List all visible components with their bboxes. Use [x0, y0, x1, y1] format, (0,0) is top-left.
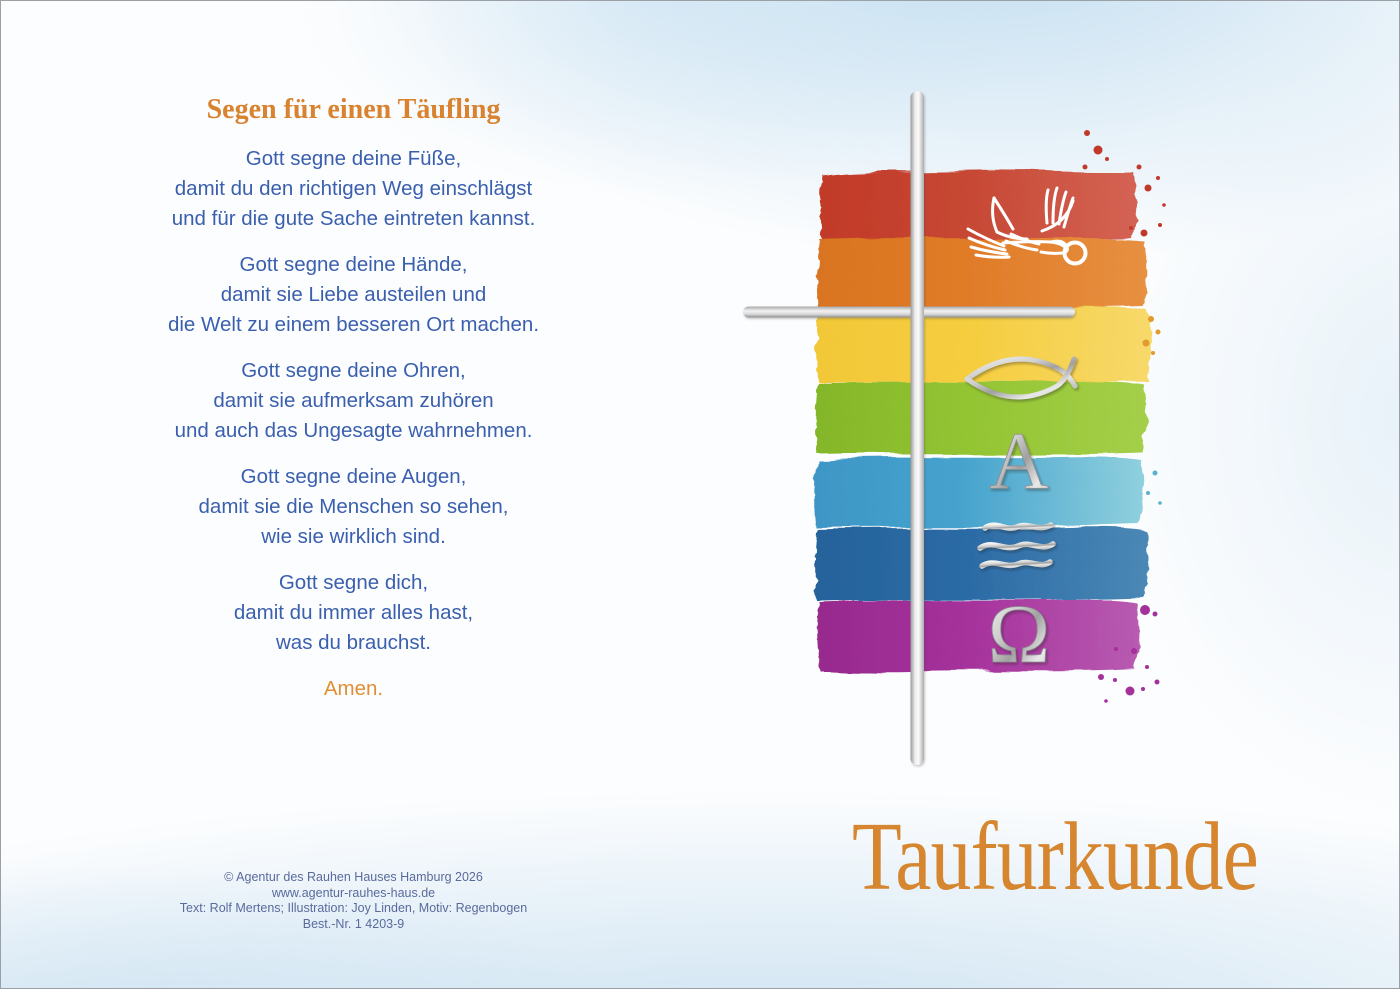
- rainbow-stripes: [814, 170, 1151, 672]
- right-page: [706, 1, 1400, 989]
- imprint-line: www.agentur-rauhes-haus.de: [271, 885, 436, 900]
- stripe-red: [820, 170, 1137, 240]
- poem-line: und für die gute Sache eintreten kannst.: [171, 207, 536, 230]
- imprint-line: Text: Rolf Mertens; Illustration: Joy Linden, Motiv: Regenbogen: [179, 901, 528, 916]
- poem-line: Gott segne deine Augen,: [240, 465, 467, 488]
- poem-line: damit sie Liebe austeilen und: [220, 283, 487, 306]
- poem-stanza: [41, 356, 666, 446]
- poem-line: damit du immer alles hast,: [233, 601, 474, 624]
- poem-line: die Welt zu einem besseren Ort machen.: [167, 313, 540, 336]
- poem-line: Gott segne deine Ohren,: [241, 359, 466, 382]
- imprint-line: Best.-Nr. 1 4203-9: [302, 916, 405, 931]
- left-page: [1, 1, 706, 989]
- stripe-purple: [817, 600, 1139, 673]
- omega-symbol: Ω: [987, 588, 1051, 681]
- amen-line: Amen.: [323, 677, 384, 700]
- imprint-line: © Agentur des Rauhen Hauses Hamburg 2026: [224, 870, 483, 884]
- cross-horizontal-bar: [743, 307, 1075, 318]
- stripe-lightblue: [814, 457, 1143, 528]
- poem-line: Gott segne deine Hände,: [239, 253, 468, 276]
- poem-stanza: [41, 144, 666, 234]
- poem-line: damit du den richtigen Weg einschlägst: [174, 177, 533, 200]
- certificate-title: Taufurkunde: [852, 803, 1258, 910]
- poem-line: was du brauchst.: [276, 631, 431, 654]
- alpha-symbol: A: [989, 415, 1049, 506]
- poem-line: Gott segne dich,: [278, 571, 429, 594]
- imprint: [61, 870, 646, 932]
- stripe-green: [816, 381, 1147, 455]
- poem-line: und auch das Ungesagte wahrnehmen.: [174, 419, 533, 442]
- poem-stanza: [41, 568, 666, 658]
- poem-line: damit sie die Menschen so sehen,: [198, 495, 509, 518]
- poem-stanza: [41, 462, 666, 552]
- poem-stanza: [41, 250, 666, 340]
- cross-vertical-bar: [911, 91, 925, 765]
- blessing-poem: [41, 144, 666, 704]
- poem-line: Gott segne deine Füße,: [245, 147, 462, 170]
- page-title: Segen für einen Täufling: [206, 94, 501, 125]
- poem-line: wie sie wirklich sind.: [261, 525, 446, 548]
- poem-line: damit sie aufmerksam zuhören: [213, 389, 494, 412]
- rainbow-cross-illustration: [701, 61, 1201, 791]
